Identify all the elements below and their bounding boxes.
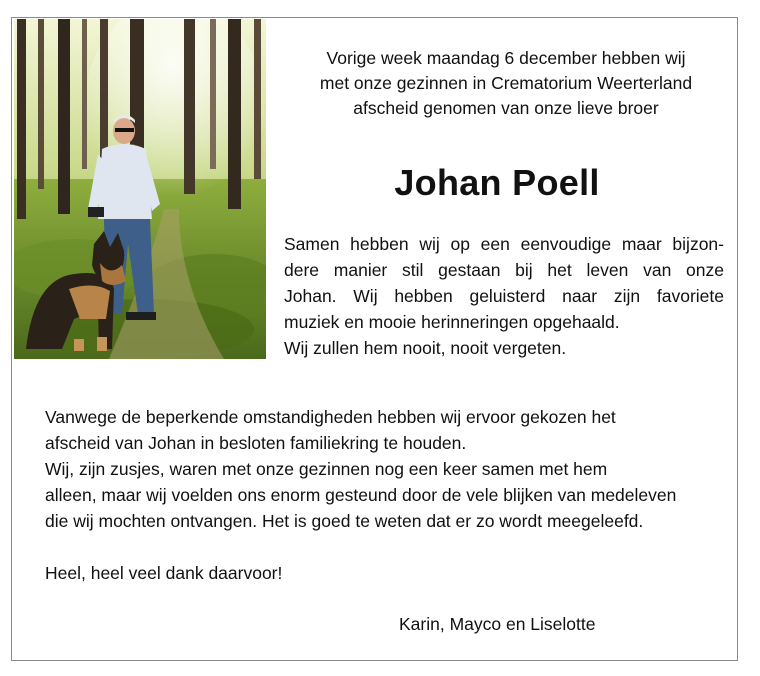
thanks-line: Heel, heel veel dank daarvoor! — [45, 563, 283, 583]
obituary-card — [11, 17, 738, 661]
forest-man-dog-image — [14, 19, 266, 359]
deceased-name: Johan Poell — [394, 162, 600, 203]
intro-text — [280, 46, 732, 121]
paragraph-line: alleen, maar wij voelden ons enorm gesteund door de vele blijken van medeleven — [45, 485, 677, 505]
story-line: Wij zullen hem nooit, nooit vergeten. — [284, 338, 567, 358]
intro-line: afscheid genomen van onze lieve broer — [353, 98, 659, 118]
intro-line: Vorige week maandag 6 december hebben wij — [326, 48, 686, 68]
intro-line: met onze gezinnen in Crematorium Weerterland — [319, 73, 693, 93]
story-line: muziek en mooie herinneringen opgehaald. — [284, 312, 620, 332]
story-text — [284, 231, 724, 361]
memorial-photo — [14, 19, 266, 359]
paragraph-line: Wij, zijn zusjes, waren met onze gezinnen nog een keer samen met hem — [45, 459, 608, 479]
paragraph-line: Vanwege de beperkende omstandigheden hebben wij ervoor gekozen het — [45, 407, 616, 427]
signature: Karin, Mayco en Liselotte — [399, 614, 596, 634]
story-line: dere manier stil gestaan bij het leven van onze — [284, 260, 724, 280]
paragraph-line: die wij mochten ontvangen. Het is goed te weten dat er zo wordt meegeleefd. — [45, 511, 644, 531]
paragraph-line: afscheid van Johan in besloten familiekring te houden. — [45, 433, 467, 453]
story-line: Johan. Wij hebben geluisterd naar zijn favoriete — [284, 286, 724, 306]
story-line: Samen hebben wij op een eenvoudige maar bijzon- — [284, 234, 724, 254]
main-paragraph — [45, 404, 725, 534]
